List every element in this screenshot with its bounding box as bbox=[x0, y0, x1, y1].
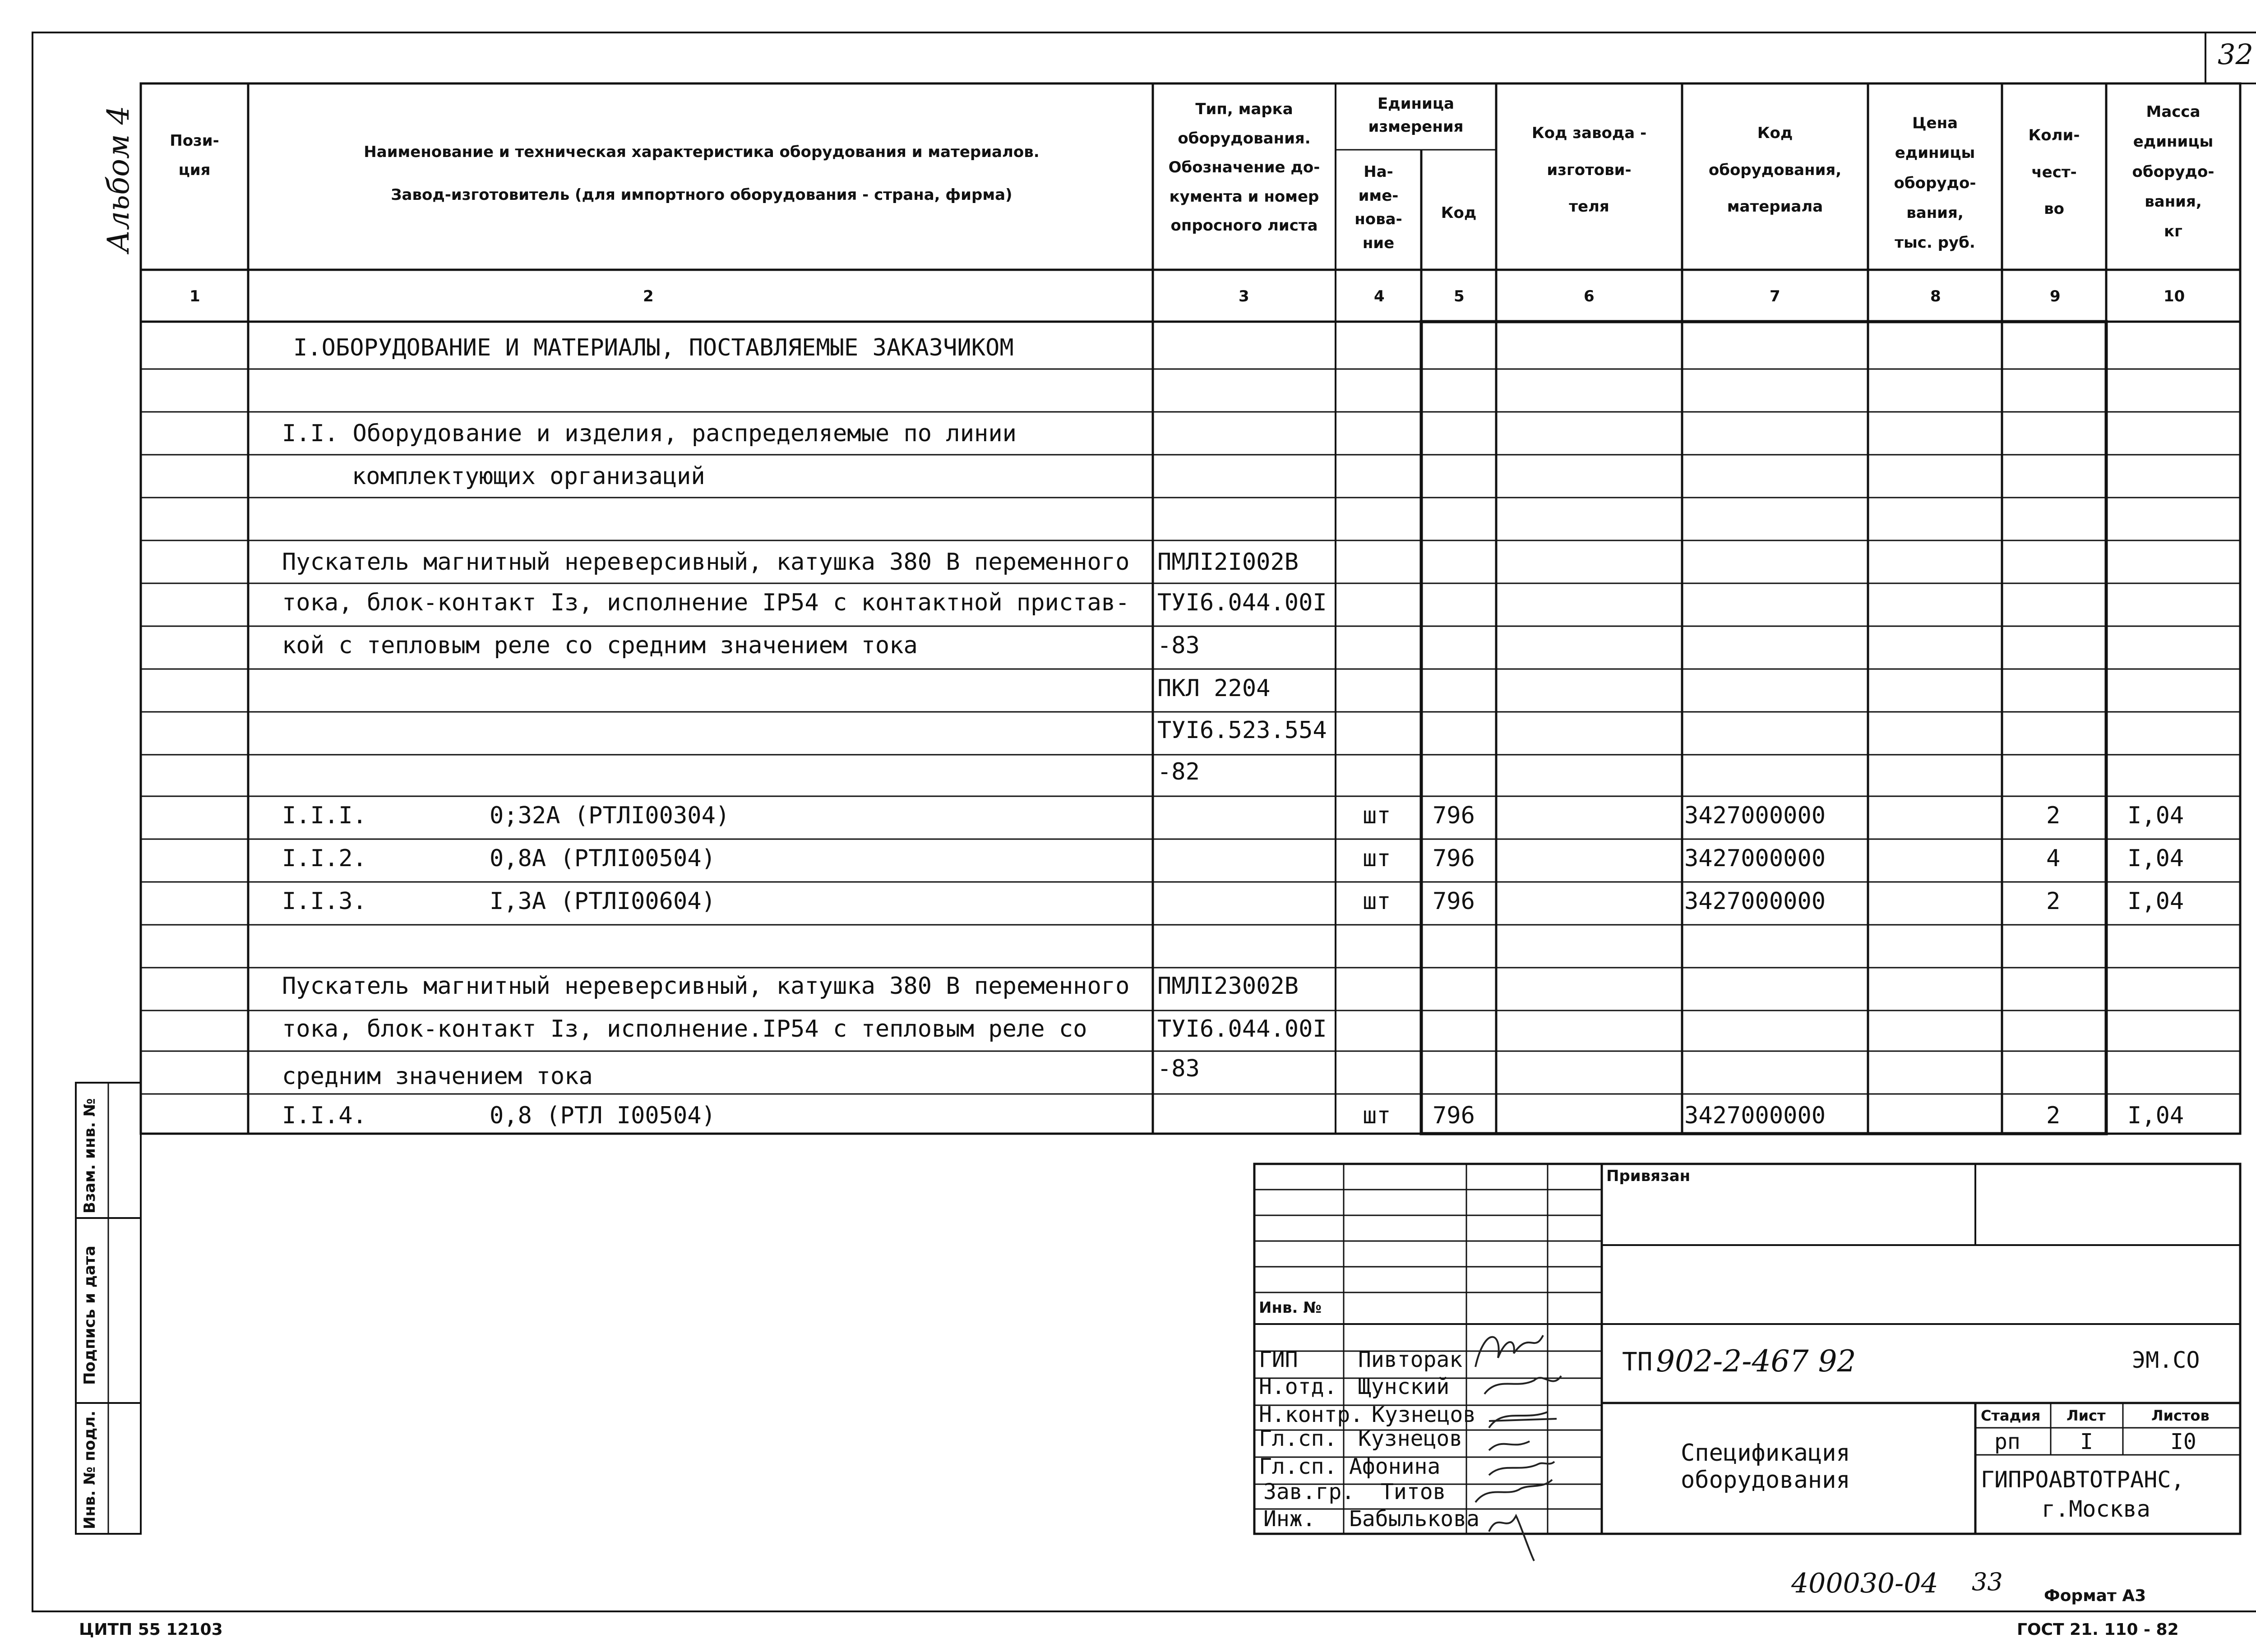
header-type: Тип, марка оборудования. Обозначение до- кумента и номер опросного листа bbox=[1168, 100, 1320, 235]
sheet-number: 32 bbox=[2218, 38, 2253, 71]
signer-name: Афонина bbox=[1349, 1454, 1441, 1479]
col-num: 3 bbox=[1239, 287, 1249, 305]
table-row-quantity: 2 bbox=[2046, 802, 2061, 829]
item-description: Пускатель магнитный нереверсивный, катушка 380 В переменного bbox=[282, 973, 1130, 1000]
signer-name: Щунский bbox=[1358, 1374, 1450, 1399]
signer-name: Титов bbox=[1381, 1479, 1446, 1504]
item-type: ТУI6.044.00I bbox=[1157, 589, 1327, 616]
doc-title-line1: Спецификация bbox=[1681, 1440, 1850, 1467]
signer-role: Н.контр. bbox=[1259, 1402, 1364, 1427]
item-description: кой с тепловым реле со средним значением тока bbox=[282, 632, 918, 659]
table-row-mass: I,04 bbox=[2127, 1102, 2184, 1129]
item-description: тока, блок-контакт Iз, исполнение.IP54 с тепловым реле со bbox=[282, 1015, 1087, 1043]
col-num: 4 bbox=[1374, 287, 1385, 305]
item-type: ПМЛI2I002В bbox=[1157, 549, 1299, 576]
archive-number: 400030-04 bbox=[1791, 1568, 1938, 1599]
item-description: Пускатель магнитный нереверсивный, катушка 380 В переменного bbox=[282, 549, 1130, 576]
sheet-value: I bbox=[2080, 1429, 2093, 1454]
item-description: тока, блок-контакт Iз, исполнение IP54 с контактной пристав- bbox=[282, 589, 1130, 616]
table-row-mass: I,04 bbox=[2127, 845, 2184, 872]
sheet-label: Лист bbox=[2066, 1407, 2106, 1424]
signer-role: ГИП bbox=[1259, 1347, 1298, 1372]
signer-name: Кузнецов bbox=[1358, 1426, 1463, 1451]
table-row-name: 0,8 (РТЛ I00504) bbox=[490, 1102, 716, 1129]
stage-label: Стадия bbox=[1981, 1407, 2041, 1424]
item-type: ПКЛ 2204 bbox=[1157, 675, 1271, 702]
signer-role: Инж. bbox=[1263, 1506, 1316, 1532]
subsection-title-cont: комплектующих организаций bbox=[352, 463, 705, 490]
table-row-unit: шт bbox=[1363, 802, 1391, 829]
format-label: Формат А3 bbox=[2044, 1587, 2146, 1605]
section-title: I.ОБОРУДОВАНИЕ И МАТЕРИАЛЫ, ПОСТАВЛЯЕМЫЕ ЗАКАЗЧИКОМ bbox=[293, 334, 1014, 361]
header-quantity: Коли- чест- во bbox=[2028, 126, 2080, 218]
gost-label: ГОСТ 21. 110 - 82 bbox=[2017, 1620, 2179, 1639]
stage-value: рп bbox=[1994, 1429, 2020, 1454]
item-type: -83 bbox=[1157, 1055, 1200, 1082]
header-unit-code: Код bbox=[1441, 204, 1477, 222]
table-row-unit-code: 796 bbox=[1433, 888, 1475, 915]
table-row-unit-code: 796 bbox=[1433, 845, 1475, 872]
side-stamp-sign: Подпись и дата bbox=[81, 1246, 99, 1385]
table-row-position: I.I.I. bbox=[282, 802, 367, 829]
item-type: -83 bbox=[1157, 632, 1200, 659]
header-factory-code: Код завода - изготови- теля bbox=[1531, 124, 1647, 216]
table-row-unit: шт bbox=[1363, 1102, 1391, 1129]
table-row-unit-code: 796 bbox=[1433, 1102, 1475, 1129]
header-price: Цена единицы оборудо- вания, тыс. руб. bbox=[1894, 114, 1976, 252]
side-stamp-inv: Инв. № подл. bbox=[81, 1410, 99, 1529]
org-name: ГИПРОАВТОТРАНС, bbox=[1981, 1467, 2185, 1493]
sheets-value: I0 bbox=[2170, 1429, 2196, 1454]
project-number: 902-2-467 92 bbox=[1656, 1344, 1856, 1379]
table-row-unit-code: 796 bbox=[1433, 802, 1475, 829]
signer-role: Н.отд. bbox=[1259, 1374, 1337, 1399]
col-num: 6 bbox=[1584, 287, 1595, 305]
signer-name: Пивторак bbox=[1358, 1347, 1463, 1372]
col-num: 10 bbox=[2164, 287, 2185, 305]
signer-name: Кузнецов bbox=[1372, 1402, 1476, 1427]
header-unit-group: Единица измерения bbox=[1368, 95, 1464, 136]
table-row-equipment-code: 3427000000 bbox=[1684, 888, 1826, 915]
header-equipment-code: Код оборудования, материала bbox=[1708, 124, 1842, 216]
table-row-unit: шт bbox=[1363, 845, 1391, 872]
signer-role: Гл.сп. bbox=[1259, 1426, 1337, 1451]
org-city: г.Москва bbox=[2042, 1496, 2150, 1522]
table-row-quantity: 2 bbox=[2046, 1102, 2061, 1129]
side-stamp-replace: Взам. инв. № bbox=[81, 1098, 99, 1214]
item-type: ТУI6.523.554 bbox=[1157, 717, 1327, 744]
item-type: ТУI6.044.00I bbox=[1157, 1015, 1327, 1043]
inv-no-label: Инв. № bbox=[1259, 1299, 1322, 1317]
table-row-name: 0,8А (РТЛI00504) bbox=[490, 845, 716, 872]
table-row-equipment-code: 3427000000 bbox=[1684, 845, 1826, 872]
table-row-mass: I,04 bbox=[2127, 802, 2184, 829]
item-type: ПМЛI23002В bbox=[1157, 973, 1299, 1000]
table-row-mass: I,04 bbox=[2127, 888, 2184, 915]
doc-title-line2: оборудования bbox=[1681, 1467, 1850, 1494]
signer-role: Гл.сп. bbox=[1259, 1454, 1337, 1479]
citp-label: ЦИТП 55 12103 bbox=[79, 1620, 223, 1639]
signer-role: Зав.гр. bbox=[1263, 1479, 1355, 1504]
table-row-equipment-code: 3427000000 bbox=[1684, 1102, 1826, 1129]
table-row-equipment-code: 3427000000 bbox=[1684, 802, 1826, 829]
table-row-quantity: 4 bbox=[2046, 845, 2061, 872]
header-unit-name: На- име- нова- ние bbox=[1355, 163, 1402, 253]
col-num: 9 bbox=[2050, 287, 2061, 305]
col-num: 2 bbox=[643, 287, 654, 305]
table-row-position: I.I.4. bbox=[282, 1102, 367, 1129]
project-prefix: ТП bbox=[1622, 1347, 1653, 1377]
table-row-name: I,3А (РТЛI00604) bbox=[490, 888, 716, 915]
album-note: Альбом 4 bbox=[101, 106, 136, 253]
doc-code: ЭМ.СО bbox=[2132, 1347, 2200, 1373]
header-position: Пози- ция bbox=[170, 132, 219, 179]
header-name: Наименование и техническая характеристика оборудования и материалов. Завод-изготовитель (для импортного оборудования - страна, фирма) bbox=[364, 143, 1040, 204]
item-type: -82 bbox=[1157, 758, 1200, 785]
table-row-name: 0;32А (РТЛI00304) bbox=[490, 802, 730, 829]
header-mass: Масса единицы оборудо- вания, кг bbox=[2132, 103, 2214, 241]
table-row-quantity: 2 bbox=[2046, 888, 2061, 915]
signer-name: Бабылькова bbox=[1349, 1506, 1479, 1532]
col-num: 1 bbox=[190, 287, 200, 305]
page-number: 33 bbox=[1972, 1568, 2003, 1596]
subsection-title: I.I. Оборудование и изделия, распределяемые по линии bbox=[282, 420, 1017, 447]
table-row-unit: шт bbox=[1363, 888, 1391, 915]
privyazan-label: Привязан bbox=[1606, 1167, 1691, 1185]
table-row-position: I.I.2. bbox=[282, 845, 367, 872]
col-num: 5 bbox=[1454, 287, 1465, 305]
item-description: средним значением тока bbox=[282, 1063, 593, 1090]
sheets-label: Листов bbox=[2151, 1407, 2210, 1424]
col-num: 7 bbox=[1770, 287, 1780, 305]
col-num: 8 bbox=[1930, 287, 1941, 305]
table-row-position: I.I.3. bbox=[282, 888, 367, 915]
